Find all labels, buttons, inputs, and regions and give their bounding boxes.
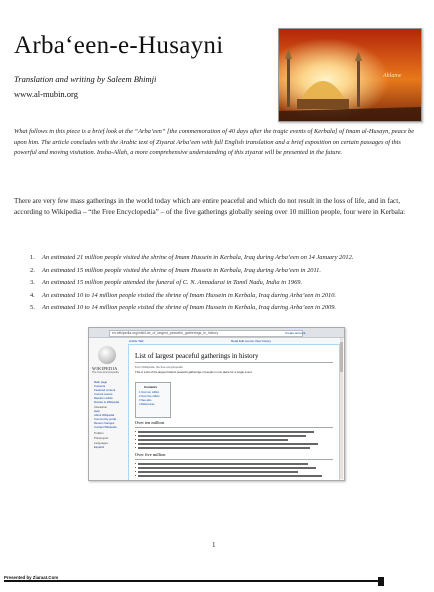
bullet-dot	[135, 447, 136, 448]
bullet-dot	[135, 475, 136, 476]
wiki-view-tabs: Read Edit source View history	[231, 339, 271, 343]
toc-item: 3 See also	[139, 399, 152, 402]
list-text: An estimated 10 to 14 million people visited the shrine of Imam Hussein in Kerbala, Iraq during Arba’een in 2009.	[42, 304, 337, 312]
page-number: 1	[212, 541, 216, 549]
sidebar-link: Contact Wikipedia	[94, 425, 117, 429]
bullet-dot	[135, 443, 136, 444]
article-title: List of largest peaceful gatherings in history	[135, 352, 259, 360]
list-item	[30, 252, 422, 265]
sidebar-heading: Toolbox	[94, 431, 104, 435]
section-divider	[135, 427, 333, 428]
wiki-article	[128, 344, 340, 481]
sidebar-heading: Print/export	[94, 436, 109, 440]
sidebar-link: Current events	[94, 392, 113, 396]
article-lead: This is a list of the largest historic peaceful gatherings of people in one place for a single event.	[135, 370, 253, 374]
list-text: An estimated 15 million people visited the shrine of Imam Hussein in Kerbala, Iraq during Arba’een in 2011.	[42, 266, 321, 274]
bullet-dot	[135, 439, 136, 440]
list-text: An estimated 15 million people attended the funeral of C. N. Annadurai in Tamil Nadu, India in 1969.	[42, 279, 303, 287]
text-line	[138, 467, 316, 469]
sidebar-link: Donate to Wikipedia	[94, 400, 120, 404]
text-line	[138, 439, 288, 441]
wikipedia-globe-icon	[98, 346, 116, 364]
list-number: 3.	[30, 279, 35, 287]
list-text: An estimated 10 to 14 million people visited the shrine of Imam Hussein in Kerbala, Iraq during Arba’een in 2010.	[42, 291, 337, 299]
bullet-dot	[135, 463, 136, 464]
bullet-dot	[135, 471, 136, 472]
text-line	[138, 475, 322, 477]
sidebar-link: Recent changes	[94, 421, 115, 425]
page-title: Arba‘een-e-Husayni	[14, 32, 224, 59]
toc-item: 1 Over ten million	[139, 391, 160, 394]
footer-credit: Presented by Ziaraat.Com	[4, 575, 59, 580]
list-item	[30, 265, 422, 278]
list-number: 5.	[30, 304, 35, 312]
section-heading: Over five million	[135, 452, 166, 457]
title-divider	[135, 362, 333, 363]
text-line	[138, 471, 298, 473]
sidebar-link: Featured content	[94, 388, 116, 392]
section-heading: Over ten million	[135, 420, 165, 425]
sidebar-link: About Wikipedia	[94, 413, 115, 417]
table-of-contents	[135, 382, 171, 418]
website[interactable]: www.al-mubin.org	[14, 89, 78, 99]
wiki-logo-tagline: The Free Encyclopedia	[92, 371, 119, 374]
sidebar-heading: Languages	[94, 441, 108, 445]
text-line	[138, 443, 318, 445]
text-line	[138, 431, 314, 433]
wiki-tabs: Article Talk	[129, 339, 144, 343]
footer-mark	[378, 577, 384, 586]
text-line	[138, 447, 310, 449]
text-line	[138, 463, 308, 465]
text-line	[138, 435, 306, 437]
list-number: 1.	[30, 254, 35, 261]
wikipedia-screenshot	[88, 327, 345, 481]
sidebar-link: Main page	[94, 380, 108, 384]
bullet-dot	[135, 431, 136, 432]
sidebar-link: Contents	[94, 384, 106, 388]
scrollbar-thumb	[340, 342, 343, 372]
browser-url-bar	[89, 328, 344, 338]
list-item	[30, 277, 422, 290]
wiki-login-link: Create account	[285, 331, 306, 335]
bullet-dot	[135, 467, 136, 468]
wiki-logo-text: WIKIPEDIA	[92, 366, 118, 371]
toc-title: Contents	[144, 385, 157, 389]
toc-item: 4 References	[139, 403, 155, 406]
footer-rule	[4, 580, 382, 582]
hero-image	[278, 28, 422, 122]
article-source: From Wikipedia, the free encyclopedia	[135, 365, 183, 369]
section-divider	[135, 459, 333, 460]
sidebar-heading: Interaction	[94, 405, 108, 409]
list-item	[30, 290, 422, 303]
list-number: 4.	[30, 291, 35, 299]
facts-list	[30, 252, 422, 315]
url-field: en.wikipedia.org/wiki/List_of_largest_peaceful_gatherings_in_history	[109, 330, 303, 337]
intro-paragraph: What follows in this piece is a brief look at the “Arba’een” [the commemoration of 40 days after the tragic events of Kerbala] of Imam al-Husayn, peace be upon him. The article concludes with the Arabic text of Ziyarat Arba’een with full English translation and a brief exposition on certain passages of this powerful and moving visitation. Insha-Allah, a more comprehensive understanding of this ziyarat will be presented in the future.	[14, 128, 415, 157]
hero-caption: Ahlanw	[383, 73, 402, 79]
sidebar-link: Community portal	[94, 417, 116, 421]
sidebar-link: Español	[94, 445, 105, 449]
body-paragraph: There are very few mass gatherings in the world today which are entire peaceful and which do not result in the loss of life, and in fact, according to Wikipedia – “the Free Encyclopedia” – of the five gatherings globally seeing over 10 million people, four were in Kerbala:	[14, 197, 406, 217]
subtitle: Translation and writing by Saleem Bhimji	[14, 74, 157, 84]
list-number: 2.	[30, 266, 35, 274]
toc-item: 2 Over five million	[139, 395, 160, 398]
list-text: An estimated 21 million people visited the shrine of Imam Hussein in Kerbala, Iraq during Arba’een on 14 January 2012.	[42, 254, 354, 261]
sidebar-link: Random article	[94, 396, 113, 400]
bullet-dot	[135, 435, 136, 436]
sidebar-link: Help	[94, 409, 100, 413]
wiki-sidebar	[89, 338, 127, 480]
list-item	[30, 302, 422, 315]
